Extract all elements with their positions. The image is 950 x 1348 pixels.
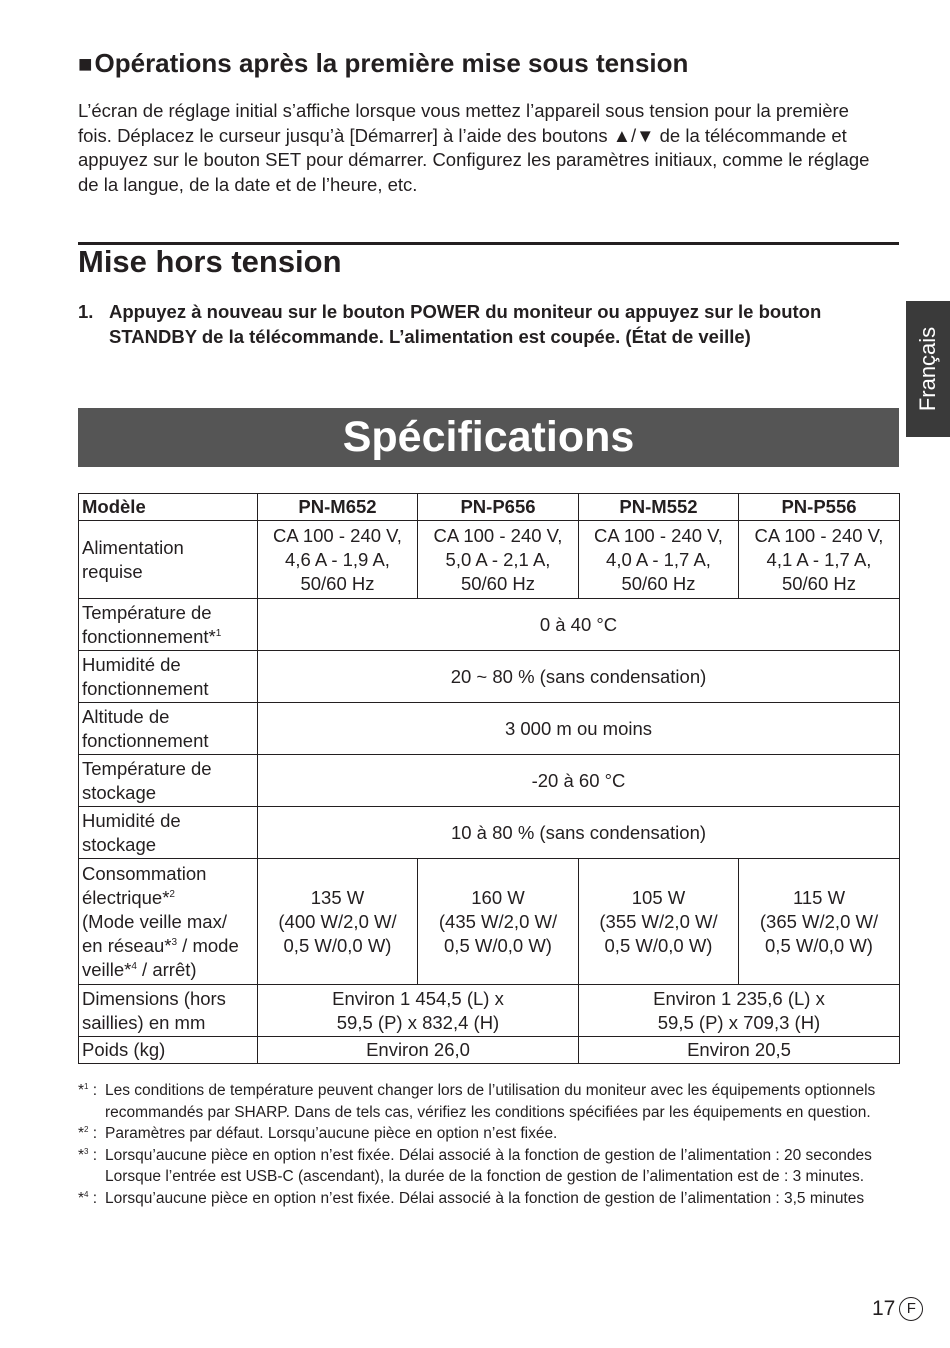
row-label: Consommation électrique*$^2$ (Mode veille max/ en réseau*$^3$ / mode veille*$^4$ / arrêt) (79, 859, 258, 985)
table-cell: CA 100 - 240 V, 4,1 A - 1,7 A, 50/60 Hz (739, 521, 900, 599)
table-cell: 10 à 80 % (sans condensation) (258, 807, 900, 859)
table-cell: CA 100 - 240 V, 4,6 A - 1,9 A, 50/60 Hz (258, 521, 418, 599)
table-cell: Environ 20,5 (579, 1037, 900, 1064)
step-number: 1. (78, 301, 94, 322)
language-tab-label: Français (915, 326, 940, 412)
table-cell: CA 100 - 240 V, 5,0 A - 2,1 A, 50/60 Hz (418, 521, 579, 599)
table-cell: Environ 26,0 (258, 1037, 579, 1064)
row-label: Poids (kg) (79, 1037, 258, 1064)
row-label: Humidité de fonctionnement (79, 651, 258, 703)
table-row-operating-temperature (79, 599, 900, 651)
step-text: Appuyez à nouveau sur le bouton POWER du moniteur ou appuyez sur le bouton STANDBY de la télécommande. L’alimentation est coupée. (État de veille) (109, 301, 822, 347)
section-title-text: Opérations après la première mise sous tension (94, 48, 689, 78)
table-cell: 135 W (400 W/2,0 W/ 0,5 W/0,0 W) (258, 859, 418, 985)
table-cell: 20 ~ 80 % (sans condensation) (258, 651, 900, 703)
row-label: Dimensions (hors saillies) en mm (79, 985, 258, 1037)
table-cell: 105 W (355 W/2,0 W/ 0,5 W/0,0 W) (579, 859, 739, 985)
table-row-operating-altitude (79, 703, 900, 755)
table-cell: -20 à 60 °C (258, 755, 900, 807)
table-row-dimensions (79, 985, 900, 1037)
table-row-power-consumption (79, 859, 900, 985)
table-cell: 115 W (365 W/2,0 W/ 0,5 W/0,0 W) (739, 859, 900, 985)
table-cell: 0 à 40 °C (258, 599, 900, 651)
footnote: *$^1$ : Les conditions de température peuvent changer lors de l’utilisation du moniteur avec les équipements optionnels recommandés par SHARP. Dans de tels cas, vérifiez les conditions spécifiées par les équipements en question. (78, 1082, 876, 1121)
header-model: PN-P556 (739, 494, 900, 521)
first-power-on-paragraph: L’écran de réglage initial s’affiche lorsque vous mettez l’appareil sous tension pour la première fois. Déplacez le curseur jusqu’à [Démarrer] à l’aide des boutons ▲/▼ de la télécommande et appuyez sur le bouton SET pour démarrer. Configurez les paramètres initiaux, comme le réglage de la langue, de la date et de l’heure, etc. (78, 100, 870, 195)
header-model-label: Modèle (79, 494, 258, 521)
footnote: *$^3$ : Lorsqu’aucune pièce en option n’est fixée. Délai associé à la fonction de gestion de l’alimentation : 20 secondes Lorsque l’entrée est USB-C (ascendant), la durée de la fonction de gestion de l’alimentation est de : 3 minutes. (78, 1146, 872, 1185)
table-cell: Environ 1 454,5 (L) x 59,5 (P) x 832,4 (H) (258, 985, 579, 1037)
table-header-row (79, 494, 900, 521)
row-label: Alimentation requise (79, 521, 258, 599)
row-label: Température de stockage (79, 755, 258, 807)
table-row-storage-temperature (79, 755, 900, 807)
power-off-step (78, 300, 908, 349)
table-cell: CA 100 - 240 V, 4,0 A - 1,7 A, 50/60 Hz (579, 521, 739, 599)
row-label: Altitude de fonctionnement (79, 703, 258, 755)
table-row-power-supply (79, 521, 900, 599)
header-model: PN-M652 (258, 494, 418, 521)
section-title-first-power-on (78, 48, 688, 79)
language-side-tab (906, 301, 950, 437)
circled-f-icon: F (899, 1297, 923, 1321)
table-cell: 160 W (435 W/2,0 W/ 0,5 W/0,0 W) (418, 859, 579, 985)
header-model: PN-P656 (418, 494, 579, 521)
footnotes (78, 1080, 898, 1209)
footnote: *$^2$ : Paramètres par défaut. Lorsqu’aucune pièce en option n’est fixée. (78, 1125, 558, 1142)
row-label: Humidité de stockage (79, 807, 258, 859)
page-number-value: 17 (872, 1297, 896, 1320)
table-cell: 3 000 m ou moins (258, 703, 900, 755)
footnote: *$^4$ : Lorsqu’aucune pièce en option n’est fixée. Délai associé à la fonction de gestion de l’alimentation : 3,5 minutes (78, 1189, 865, 1207)
table-row-weight (79, 1037, 900, 1064)
page-number (872, 1297, 923, 1321)
table-row-storage-humidity (79, 807, 900, 859)
row-label: Température de fonctionnement*$^1$ (79, 599, 258, 651)
table-cell: Environ 1 235,6 (L) x 59,5 (P) x 709,3 (H) (579, 985, 900, 1037)
table-row-operating-humidity (79, 651, 900, 703)
header-model: PN-M552 (579, 494, 739, 521)
section-title-power-off: Mise hors tension (78, 244, 342, 279)
specifications-banner: Spécifications (78, 408, 899, 467)
square-bullet-icon: ■ (78, 51, 93, 78)
specifications-table (78, 493, 900, 1064)
